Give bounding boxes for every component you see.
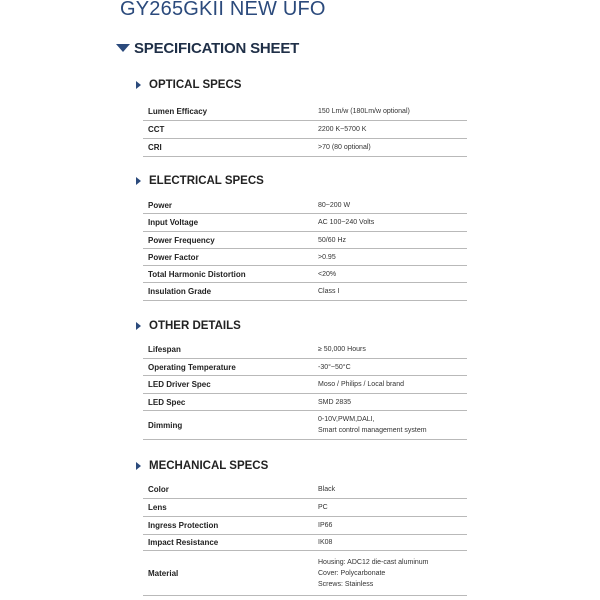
spec-label: Color <box>148 485 169 494</box>
spec-row-total-harmonic-distortion <box>143 266 467 283</box>
spec-row-power-factor <box>143 249 467 266</box>
spec-value <box>318 142 371 153</box>
spec-value <box>318 362 351 373</box>
spec-label: Impact Resistance <box>148 538 219 547</box>
spec-label: Insulation Grade <box>148 287 212 296</box>
spec-sheet-heading <box>116 38 299 58</box>
spec-value-line: Screws: Stainless <box>318 580 374 588</box>
spec-value-line: 2200 K~5700 K <box>318 126 367 133</box>
section-title: MECHANICAL SPECS <box>149 460 269 472</box>
spec-row-color <box>143 481 467 499</box>
spec-row-cri <box>143 139 467 157</box>
spec-label: Material <box>148 568 179 578</box>
spec-label: Power Factor <box>148 252 199 262</box>
spec-label: CCT <box>148 125 165 134</box>
triangle-right-icon <box>136 177 141 185</box>
section-heading-other-details <box>136 318 241 334</box>
spec-label: Input Voltage <box>148 218 199 227</box>
spec-value <box>318 557 429 590</box>
section-heading-mechanical-specs <box>136 458 268 474</box>
spec-row-dimming <box>143 411 467 440</box>
spec-label: LED Driver Spec <box>148 380 211 389</box>
spec-value-line: 50/60 Hz <box>318 236 347 244</box>
spec-value-line: PC <box>318 504 328 511</box>
spec-label: Power <box>148 200 173 210</box>
spec-row-led-spec <box>143 394 467 411</box>
spec-label: Ingress Protection <box>148 521 219 530</box>
spec-label: Power Frequency <box>148 235 215 245</box>
spec-value-line: 80~200 W <box>318 201 351 209</box>
spec-value-line: >0.95 <box>318 253 336 261</box>
spec-value <box>318 235 346 246</box>
spec-value-line: 150 Lm/w (180Lm/w optional) <box>318 108 410 115</box>
spec-value <box>318 252 336 263</box>
spec-label: Lumen Efficacy <box>148 107 208 116</box>
spec-value <box>318 537 332 548</box>
spec-label: LED Spec <box>148 397 186 407</box>
spec-value <box>318 397 351 408</box>
triangle-right-icon <box>136 322 141 330</box>
spec-value <box>318 379 404 390</box>
spec-row-operating-temperature <box>143 359 467 376</box>
spec-value-line: 0-10V,PWM,DALI, <box>318 416 375 423</box>
spec-value-line: Black <box>318 486 336 493</box>
triangle-right-icon <box>136 462 141 470</box>
spec-row-power-frequency <box>143 232 467 249</box>
spec-row-lifespan <box>143 341 467 359</box>
spec-value-line: IK08 <box>318 539 333 546</box>
spec-value-line: ≥ 50,000 Hours <box>318 346 366 353</box>
spec-value <box>318 269 336 280</box>
spec-label: Total Harmonic Distortion <box>148 269 246 279</box>
spec-value-line: <20% <box>318 270 337 278</box>
spec-value-line: Class I <box>318 288 340 295</box>
spec-row-ingress-protection <box>143 517 467 535</box>
triangle-down-icon <box>116 44 130 52</box>
spec-value-line: -30°~50°C <box>318 363 351 371</box>
spec-value <box>318 200 350 211</box>
spec-value <box>318 520 332 531</box>
spec-label: Lens <box>148 503 167 512</box>
triangle-right-icon <box>136 81 141 89</box>
spec-value-line: Smart control management system <box>318 427 427 434</box>
spec-value <box>318 502 328 513</box>
spec-row-input-voltage <box>143 214 467 232</box>
spec-value-line: AC 100~240 Volts <box>318 219 375 226</box>
section-title: OPTICAL SPECS <box>149 79 242 91</box>
spec-value <box>318 106 410 117</box>
spec-row-lumen-efficacy <box>143 103 467 121</box>
spec-value-line: Housing: ADC12 die-cast aluminum <box>318 558 429 566</box>
spec-value <box>318 484 335 495</box>
section-heading-optical-specs <box>136 77 241 93</box>
section-title: ELECTRICAL SPECS <box>149 175 264 187</box>
spec-label: Lifespan <box>148 345 181 354</box>
spec-row-cct <box>143 121 467 139</box>
spec-row-lens <box>143 499 467 517</box>
spec-value-line: Moso / Philips / Local brand <box>318 381 404 388</box>
spec-value-line: >70 (80 optional) <box>318 144 371 151</box>
spec-value-line: SMD 2835 <box>318 398 352 406</box>
spec-value-line: Cover: Polycarbonate <box>318 569 386 577</box>
spec-row-material <box>143 551 467 596</box>
section-title: OTHER DETAILS <box>149 320 241 332</box>
spec-row-led-driver-spec <box>143 376 467 394</box>
spec-value <box>318 286 339 297</box>
spec-sheet-title: SPECIFICATION SHEET <box>134 39 300 57</box>
spec-value <box>318 414 427 436</box>
spec-value-line: IP66 <box>318 522 333 529</box>
spec-value <box>318 344 366 355</box>
spec-label: CRI <box>148 143 162 152</box>
spec-value <box>318 217 374 228</box>
spec-label: Operating Temperature <box>148 362 236 372</box>
spec-value <box>318 124 366 135</box>
spec-row-impact-resistance <box>143 535 467 551</box>
section-heading-electrical-specs <box>136 173 264 189</box>
spec-row-insulation-grade <box>143 283 467 301</box>
spec-label: Dimming <box>148 420 183 430</box>
spec-row-power <box>143 197 467 214</box>
page-title: GY265GKII NEW UFO <box>120 0 326 20</box>
